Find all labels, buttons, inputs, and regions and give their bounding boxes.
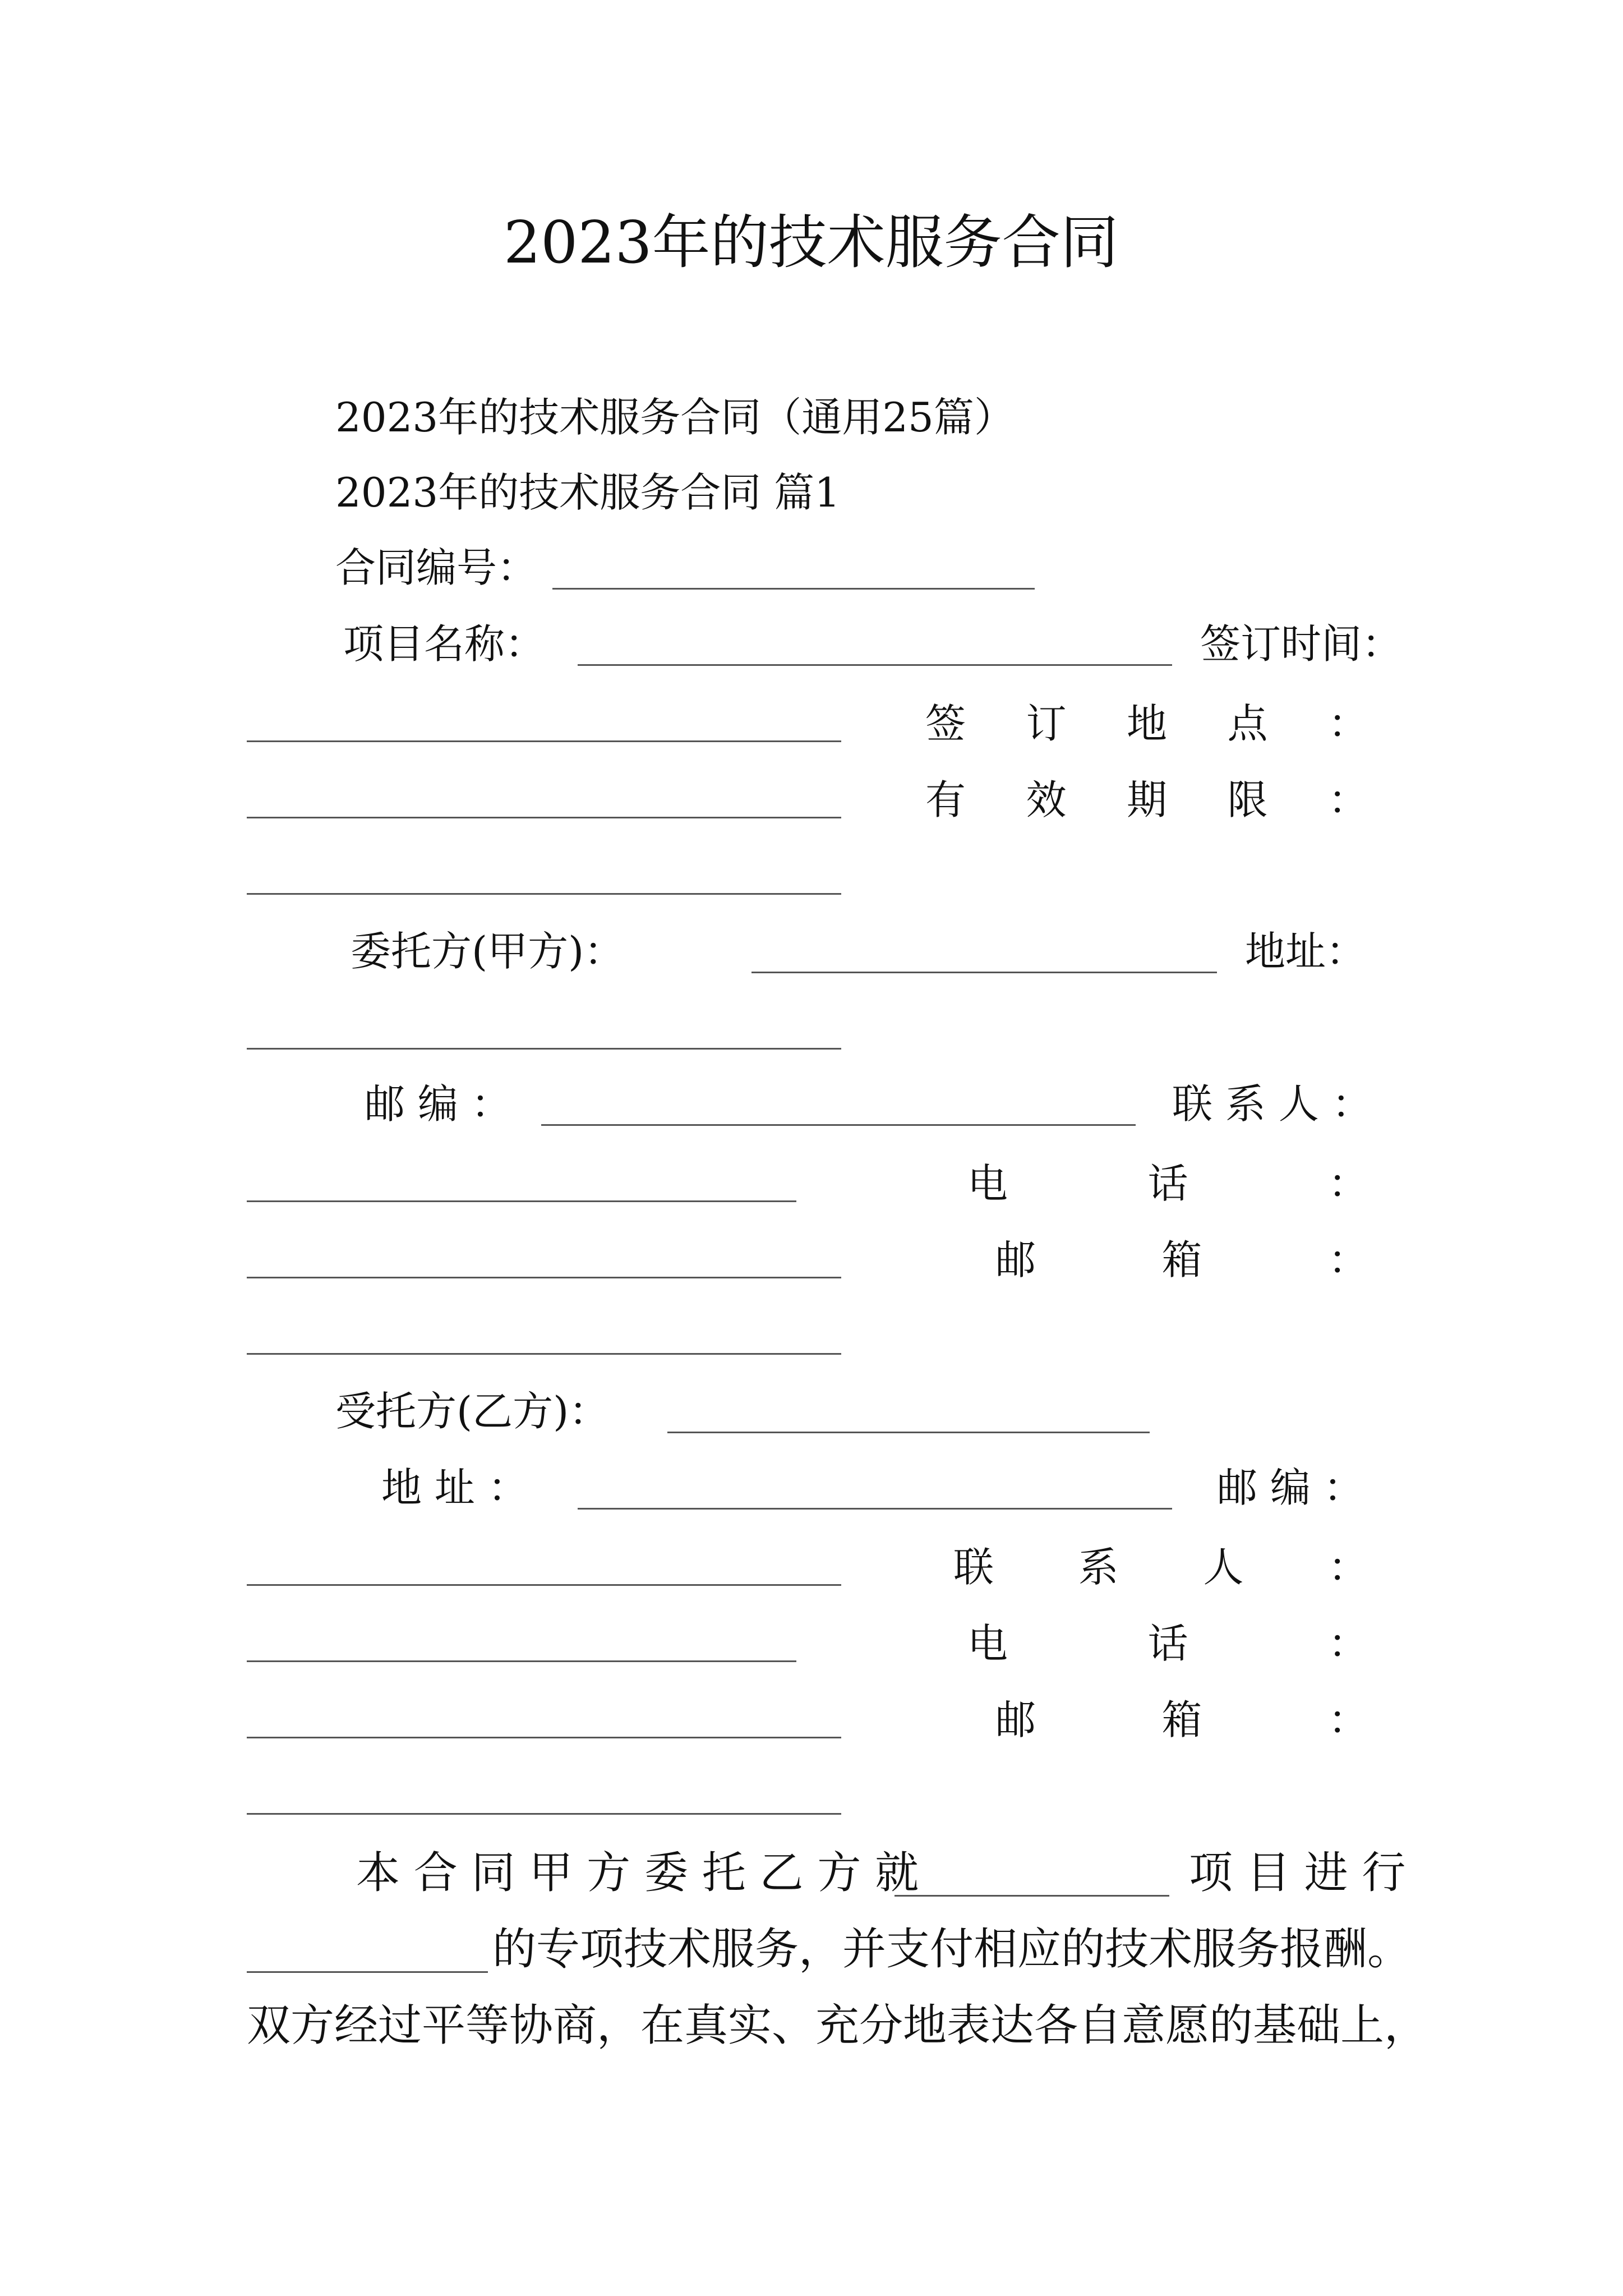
sign-place-char: 订 — [1026, 700, 1067, 747]
subtitle: 2023年的技术服务合同（通用25篇） — [335, 394, 1015, 441]
party-a-email-label — [995, 1237, 1368, 1282]
validity-char: 限 — [1227, 776, 1268, 823]
party-b-email-char: 邮 — [995, 1696, 1036, 1743]
party-a-email-char: ： — [1327, 1236, 1368, 1283]
party-b-contact-blank — [247, 1660, 796, 1662]
validity-char: ： — [1327, 776, 1368, 823]
validity-label — [925, 777, 1368, 822]
sign-place-label — [925, 701, 1368, 746]
sign-place-char: ： — [1327, 700, 1368, 747]
party-a-phone-char: 电 — [967, 1160, 1008, 1207]
sign-place-char: 签 — [925, 700, 966, 747]
party-a-contact-label: 联 系 人 ： — [1172, 1080, 1372, 1128]
party-b-contact-char: 系 — [1078, 1544, 1119, 1591]
party-b-label: 受托方(乙方)： — [335, 1388, 610, 1435]
party-b-phone-char: 电 — [967, 1620, 1008, 1667]
sign-time-label: 签订时间： — [1200, 620, 1403, 668]
party-a-phone-blank — [247, 1277, 841, 1278]
sign-place-char: 地 — [1126, 700, 1167, 747]
party-b-postcode-blank — [247, 1584, 841, 1586]
party-b-address-label: 地 址 ： — [381, 1464, 528, 1511]
party-b-contact-label — [953, 1545, 1368, 1590]
sign-time-blank — [247, 740, 841, 742]
contract-no-label: 合同编号： — [335, 544, 538, 591]
page-title: 2023年的技术服务合同 — [504, 208, 1119, 277]
party-a-email-blank — [247, 1353, 841, 1355]
party-a-postcode-blank — [541, 1124, 1136, 1126]
project-name-label: 项目名称： — [343, 620, 546, 668]
party-b-phone-label — [967, 1621, 1368, 1666]
sign-place-char: 点 — [1227, 700, 1268, 747]
contract-no-blank — [552, 588, 1035, 590]
party-b-email-char: 箱 — [1161, 1696, 1202, 1743]
party-a-phone-label — [967, 1161, 1368, 1206]
party-a-blank — [751, 972, 1217, 973]
party-b-contact-char: 人 — [1203, 1544, 1244, 1591]
party-a-phone-char: ： — [1327, 1160, 1368, 1207]
party-b-blank — [667, 1432, 1150, 1433]
party-b-postcode-label: 邮 编 ： — [1217, 1464, 1364, 1511]
party-a-phone-char: 话 — [1147, 1160, 1188, 1207]
body-line-1a: 本 合 同 甲 方 委 托 乙 方 就 — [356, 1848, 919, 1898]
party-a-address-blank — [247, 1048, 841, 1050]
party-b-address-blank — [578, 1508, 1172, 1510]
sign-place-blank — [247, 817, 841, 818]
body-project-blank — [895, 1895, 1169, 1897]
body-service-blank — [247, 1971, 488, 1973]
party-b-contact-char: ： — [1327, 1544, 1368, 1591]
body-line-2: 的专项技术服务，并支付相应的技术服务报酬。 — [492, 1924, 1412, 1975]
body-line-3: 双方经过平等协商，在真实、充分地表达各自意愿的基础上， — [247, 2000, 1428, 2051]
party-a-email-char: 箱 — [1161, 1236, 1202, 1283]
party-b-phone-char: ： — [1327, 1620, 1368, 1667]
party-b-email-label — [995, 1697, 1368, 1742]
party-a-contact-blank — [247, 1200, 796, 1202]
validity-char: 效 — [1026, 776, 1067, 823]
body-line-1b: 项 目 进 行 — [1189, 1848, 1406, 1898]
party-a-postcode-label: 邮 编 ： — [365, 1080, 511, 1128]
validity-blank — [247, 893, 841, 895]
party-b-email-blank — [247, 1813, 841, 1815]
validity-char: 有 — [925, 776, 966, 823]
party-b-email-char: ： — [1327, 1696, 1368, 1743]
party-b-phone-char: 话 — [1147, 1620, 1188, 1667]
validity-char: 期 — [1126, 776, 1167, 823]
party-b-phone-blank — [247, 1737, 841, 1738]
party-b-contact-char: 联 — [953, 1544, 994, 1591]
party-a-label: 委托方(甲方)： — [351, 928, 625, 975]
party-a-address-label: 地址： — [1245, 928, 1367, 975]
section-heading: 2023年的技术服务合同 篇1 — [335, 469, 840, 516]
party-a-email-char: 邮 — [995, 1236, 1036, 1283]
project-name-blank — [578, 664, 1172, 666]
